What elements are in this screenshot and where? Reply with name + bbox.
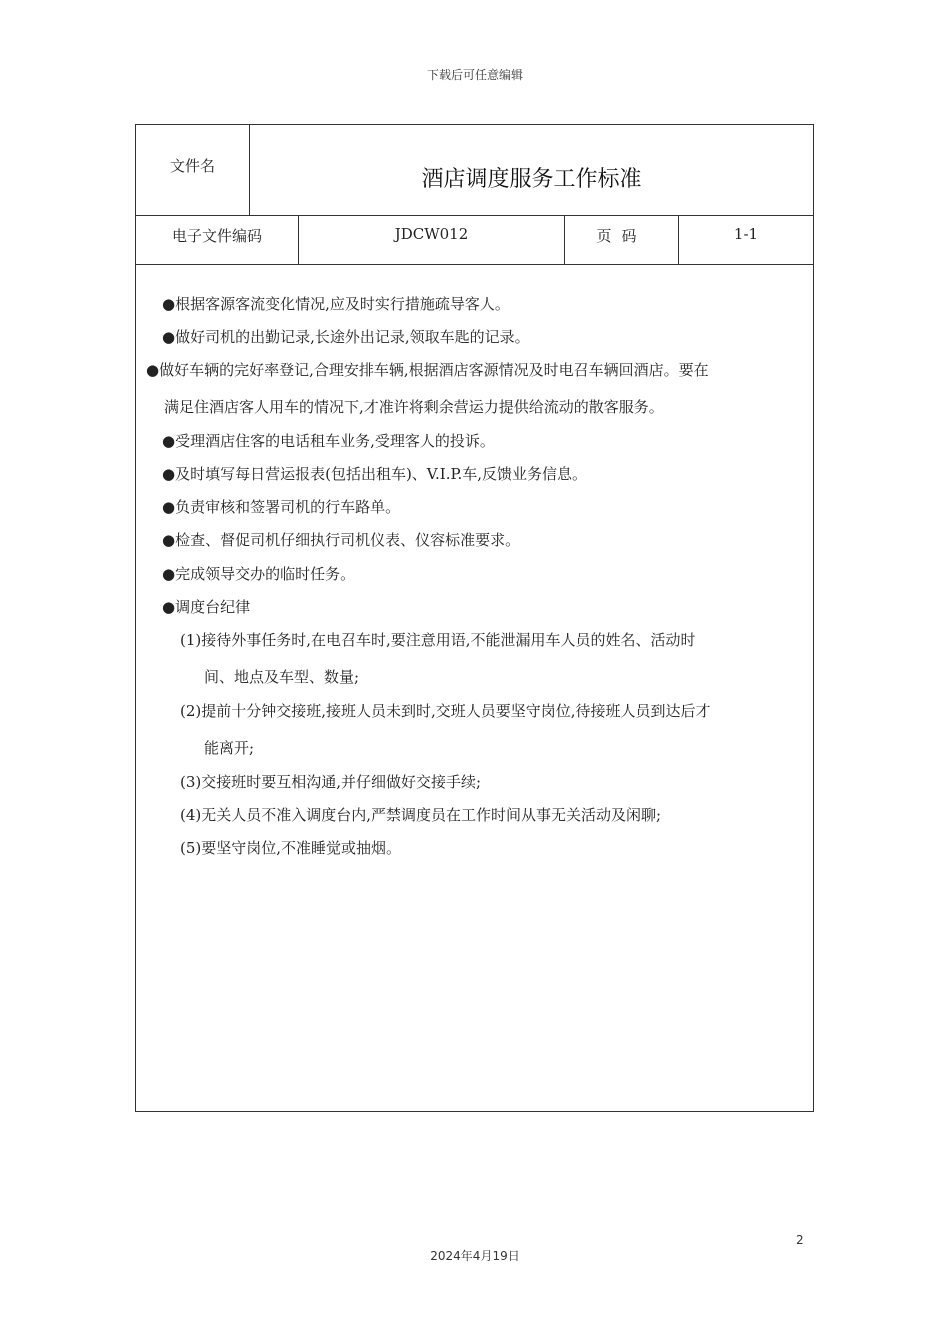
- content-line: ●受理酒店住客的电话租车业务,受理客人的投诉。: [162, 432, 495, 450]
- document-title: 酒店调度服务工作标准: [421, 167, 642, 192]
- content-line: ●负责审核和签署司机的行车路单。: [162, 498, 401, 516]
- content-line: (2)提前十分钟交接班,接班人员未到时,交班人员要坚守岗位,待接班人员到达后才: [180, 702, 711, 720]
- content-line: (1)接待外事任务时,在电召车时,要注意用语,不能泄漏用车人员的姓名、活动时: [180, 631, 696, 649]
- content-line: ●调度台纪律: [162, 598, 251, 616]
- file-name-label: 文件名: [136, 125, 250, 215]
- content-line: ●根据客源客流变化情况,应及时实行措施疏导客人。: [162, 295, 510, 313]
- file-code-value: JDCW012: [299, 215, 565, 264]
- content-line: (3)交接班时要互相沟通,并仔细做好交接手续;: [180, 773, 482, 791]
- page-number: 2: [796, 1233, 804, 1247]
- content-line: 满足住酒店客人用车的情况下,才准许将剩余营运力提供给流动的散客服务。: [164, 398, 664, 416]
- content-line: ●及时填写每日营运报表(包括出租车)、V.I.P.车,反馈业务信息。: [162, 465, 588, 483]
- page-value: 1-1: [733, 225, 759, 243]
- meta-row: [136, 215, 813, 265]
- document-form: [135, 124, 814, 1112]
- page-header: 下载后可任意编辑: [426, 68, 523, 82]
- content-line: ●检查、督促司机仔细执行司机仪表、仪容标准要求。: [162, 531, 521, 549]
- content-line: (4)无关人员不准入调度台内,严禁调度员在工作时间从事无关活动及闲聊;: [180, 806, 662, 824]
- content-line: 间、地点及车型、数量;: [204, 668, 360, 686]
- page-label: 页码: [565, 215, 679, 264]
- title-row: [136, 125, 813, 216]
- content-line: (5)要坚守岗位,不准睡觉或抽烟。: [180, 839, 402, 857]
- content-line: 能离开;: [204, 739, 255, 757]
- content-line: ●做好车辆的完好率登记,合理安排车辆,根据酒店客源情况及时电召车辆回酒店。要在: [146, 361, 709, 379]
- file-code-label: 电子文件编码: [136, 215, 299, 264]
- page-footer-date: 2024年4月19日: [430, 1249, 520, 1263]
- content-line: ●做好司机的出勤记录,长途外出记录,领取车匙的记录。: [162, 328, 530, 346]
- content-line: ●完成领导交办的临时任务。: [162, 565, 356, 583]
